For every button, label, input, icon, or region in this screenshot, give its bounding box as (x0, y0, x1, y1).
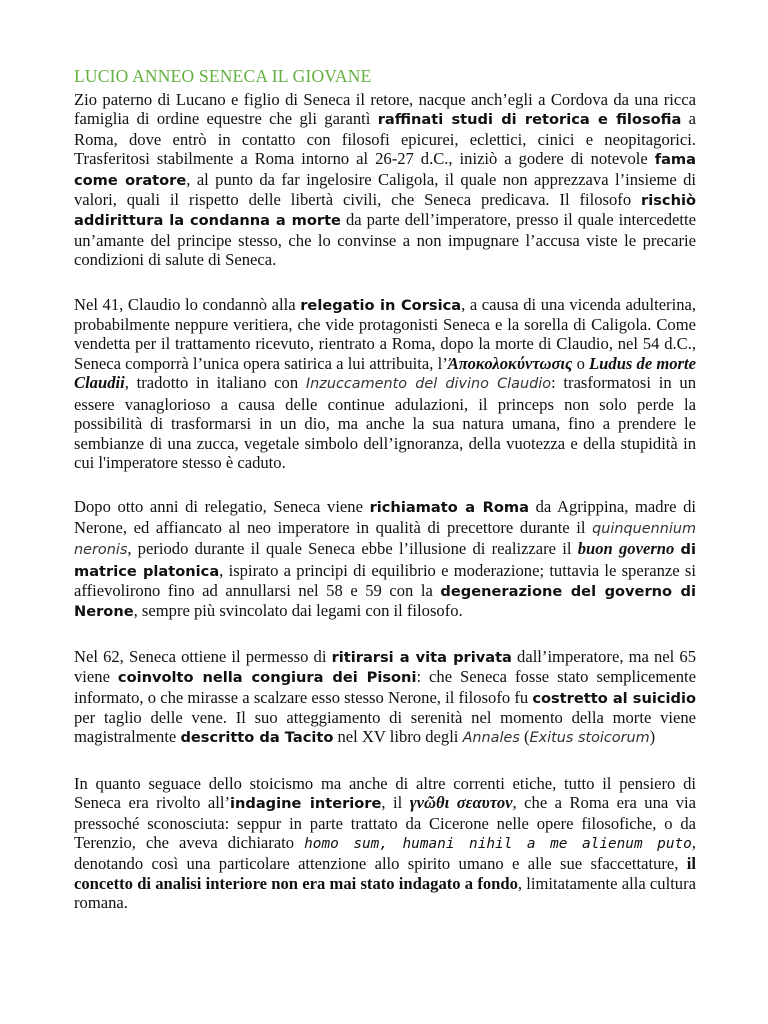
text-run: , periodo durante il quale Seneca ebbe l’illusione di realizzare il (127, 539, 578, 559)
text-run: , ispirato a principi di equilibrio e moderazione; tuttavia le speranze si affievolirono fino ad annullarsi nel 58 e 59 con la (74, 560, 696, 600)
bold-phrase: indagine interiore (230, 795, 382, 813)
paragraph (74, 295, 696, 473)
text-run: da Agrippina, madre di Nerone, ed affiancato al neo imperatore in qualità di precettore durante il (74, 497, 696, 537)
text-run: Nel 41, Claudio lo condannò alla (74, 294, 301, 314)
bold-phrase: di matrice platonica (74, 541, 696, 580)
bold-phrase: Ἀποκολοκύντωσις (447, 353, 573, 373)
italic-phrase: homo sum, humani nihil a me alienum puto (304, 836, 692, 852)
text-run: nel XV libro degli (333, 727, 463, 747)
text-run: Nel 62, Seneca ottiene il permesso di (74, 646, 332, 666)
bold-phrase: degenerazione del governo di Nerone (74, 582, 696, 621)
text-run: ( (519, 727, 530, 747)
bold-phrase: ritirarsi a vita privata (331, 648, 512, 666)
paragraph (74, 90, 696, 270)
text-run: , che a Roma era una via pressoché sconosciuta: seppur in parte trattato da Cicerone nelle opere filosofiche, o da Terenzio, che aveva dichiarato (74, 793, 697, 852)
text-run: , sempre più svincolato dai legami con il filosofo. (133, 601, 463, 621)
bold-phrase: Ludus de morte Claudii (74, 353, 696, 393)
italic-phrase: Inzuccamento del divino Claudio (305, 376, 552, 393)
text-run: , limitatamente alla cultura romana. (74, 873, 696, 913)
bold-phrase: coinvolto nella congiura dei Pisoni (117, 669, 417, 687)
italic-phrase: Exitus stoicorum (529, 730, 650, 747)
text-run: da parte dell’imperatore, presso il quale intercedette un’amante del principe stesso, che lo convinse a non impugnare l’accusa viste le precarie condizioni di salute di Seneca. (74, 210, 696, 270)
document-body (74, 90, 696, 913)
paragraph (74, 497, 696, 621)
paragraph (74, 647, 696, 749)
text-run: , al punto da far ingelosire Caligola, il quale non apprezzava l’insieme di valori, quali il rispetto delle libertà civili, che Seneca predicava. Il filosofo (74, 169, 697, 210)
bold-phrase: il concetto di analisi interiore non era mai stato indagato a fondo (74, 854, 696, 893)
bold-phrase: relegatio in Corsica (300, 296, 462, 314)
text-run: o (572, 353, 590, 373)
text-run: : che Seneca fosse stato semplicemente informato, o che mirasse a scalzare esso stesso Nerone, il filosofo fu (74, 667, 696, 707)
text-run: , a causa di una vicenda adulterina, probabilmente neppure veritiera, che vide protagonisti Seneca e la sorella di Caligola. Come vendetta per il trattamento ricevuto, rientrato a Roma, dopo la morte di Claudio, nel 54 d.C., Seneca comporrà l’unica opera satirica a lui attribuita, l’ (74, 294, 696, 373)
bold-phrase: γνῶθι σεαυτον (409, 793, 513, 813)
bold-phrase: raffinati studi di retorica e filosofia (377, 111, 682, 129)
text-run: , denotando così una particolare attenzione allo spirito umano e alle sue sfaccettature, (74, 833, 696, 874)
bold-phrase: costretto al suicidio (532, 689, 696, 707)
text-run: Dopo otto anni di relegatio, Seneca viene (74, 497, 370, 517)
text-run: , il (381, 793, 410, 813)
text-run: ) (649, 727, 656, 747)
text-run: per taglio delle vene. Il suo atteggiamento di serenità nel momento della morte viene magistralmente (74, 707, 696, 747)
document-page (74, 64, 696, 938)
bold-phrase: fama come oratore (74, 151, 696, 189)
text-run: dall’imperatore, ma nel 65 viene (74, 646, 696, 687)
document-title: LUCIO ANNEO SENECA IL GIOVANE (74, 66, 372, 86)
text-run: , tradotto in italiano con (124, 373, 306, 393)
paragraph (74, 774, 696, 913)
text-run: : trasformatosi in un essere vanaglorioso a causa delle continue adulazioni, il princeps non solo perde la possibilità di trasformarsi in un dio, ma anche la sua natura umana, fino a prendere le sembianze di una zucca, vegetale simbolo dell’ignoranza, della vuotezza e della stupidità in cui l'imperatore stesso è caduto. (74, 373, 696, 472)
text-run: a Roma, dove entrò in contatto con filosofi epicurei, eclettici, cinici e neopitagorici. Trasferitosi stabilmente a Roma intorno al 26-27 d.C., iniziò a godere di notevole (74, 109, 697, 169)
text-run: In quanto seguace dello stoicismo ma anche di altre correnti etiche, tutto il pensiero di Seneca era rivolto all’ (74, 773, 696, 813)
bold-phrase: buon governo (577, 539, 675, 559)
italic-phrase: Annales (462, 730, 520, 747)
bold-phrase: descritto da Tacito (180, 729, 334, 747)
bold-phrase: rischiò addirittura la condanna a morte (74, 192, 696, 230)
text-run: Zio paterno di Lucano e figlio di Seneca il retore, nacque anch’egli a Cordova da una ricca famiglia di ordine equestre che gli garantì (74, 90, 696, 129)
italic-phrase: quinquennium neronis (74, 520, 696, 559)
bold-phrase: richiamato a Roma (369, 499, 529, 517)
